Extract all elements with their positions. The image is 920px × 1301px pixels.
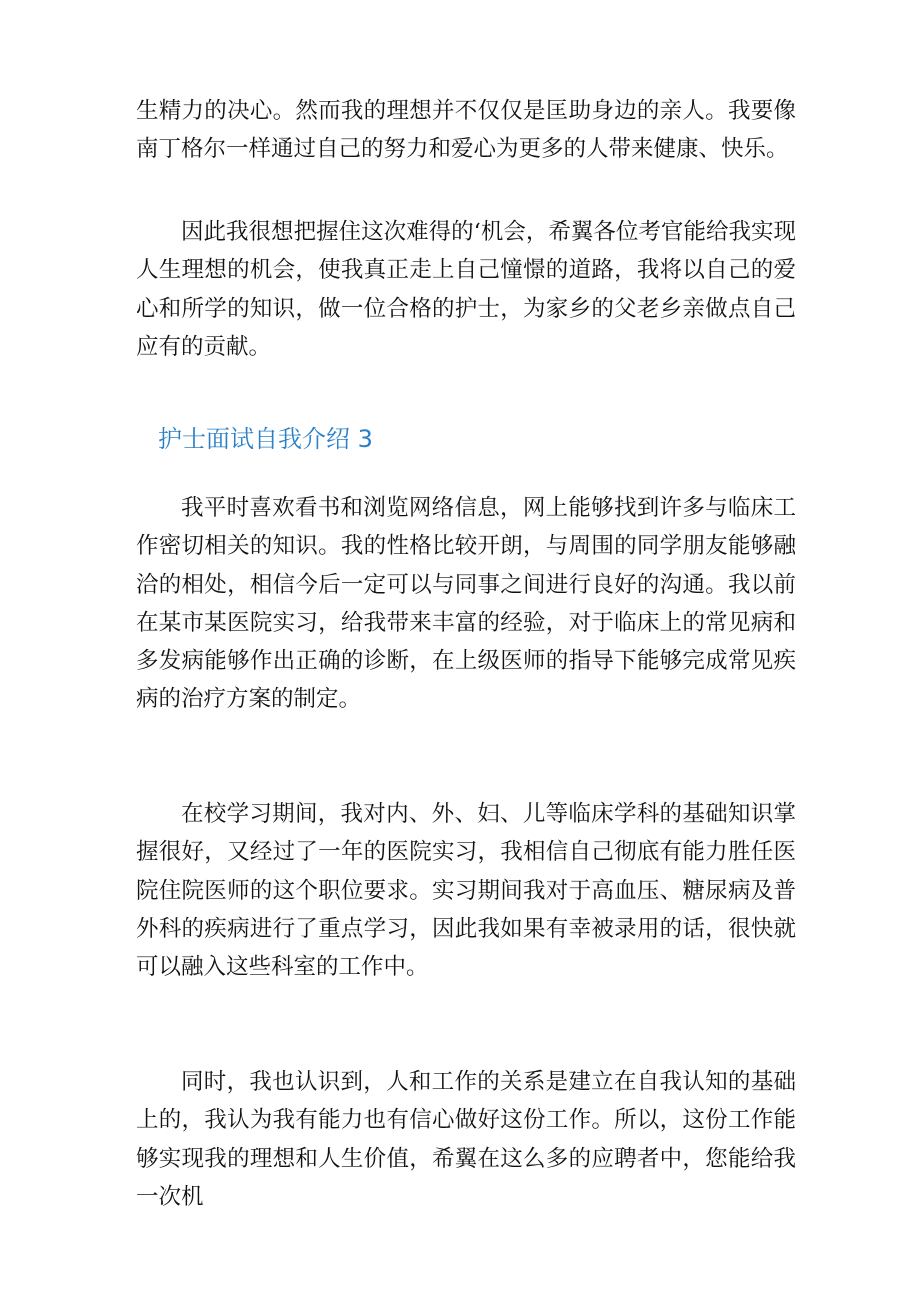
section-heading: 护士面试自我介绍 3 [158, 425, 373, 453]
paragraph-self-awareness: 同时，我也认识到，人和工作的关系是建立在自我认知的基础上的，我认为我有能力也有信心做好这份工作。所以，这份工作能够实现我的理想和人生价值，希翼在这么多的应聘者中，您能给我一次机 [136, 1069, 796, 1210]
paragraph-hobbies-experience: 我平时喜欢看书和浏览网络信息，网上能够找到许多与临床工作密切相关的知识。我的性格比较开朗，与周围的同学朋友能够融洽的相处，相信今后一定可以与同事之间进行良好的沟通。我以前在某市某医院实习，给我带来丰富的经验，对于临床上的常见病和多发病能够作出正确的诊断，在上级医师的指导下能够完成常见疾病的治疗方案的制定。 [136, 495, 796, 713]
paragraph-school-study: 在校学习期间，我对内、外、妇、儿等临床学科的基础知识掌握很好，又经过了一年的医院实习，我相信自己彻底有能力胜任医院住院医师的这个职位要求。实习期间我对于高血压、糖尿病及普外科的疾病进行了重点学习，因此我如果有幸被录用的话，很快就可以融入这些科室的工作中。 [136, 801, 796, 981]
paragraph-opportunity: 因此我很想把握住这次难得的‘机会，希翼各位考官能给我实现人生理想的机会，使我真正走上自己憧憬的道路，我将以自己的爱心和所学的知识，做一位合格的护士，为家乡的父老乡亲做点自己应有的贡献。 [136, 219, 796, 360]
paragraph-intro-continuation: 生精力的决心。然而我的理想并不仅仅是匡助身边的亲人。我要像南丁格尔一样通过自己的努力和爱心为更多的人带来健康、快乐。 [136, 98, 796, 163]
